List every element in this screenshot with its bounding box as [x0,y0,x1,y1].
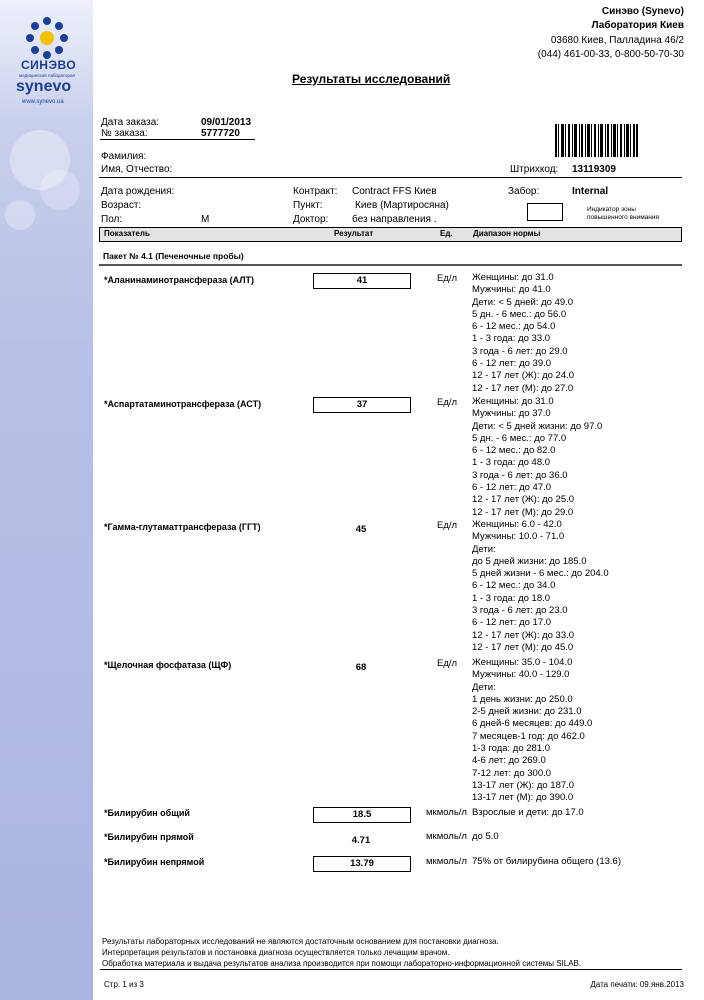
test-name: *Щелочная фосфатаза (ЩФ) [104,660,232,670]
footer-disclaimer-2: Интерпретация результатов и постановка диагноза осуществляется только лечащим врачом. [102,948,450,957]
test-unit: Ед/л [437,520,458,531]
results-table-header [99,227,682,242]
norm-line: 1 - 3 года: до 18.0 [472,592,551,604]
order-date-label: Дата заказа: [101,117,160,128]
norm-range [472,272,574,395]
norm-line: Мужчины: до 41.0 [472,284,551,296]
norm-line: Дети: < 5 дней: до 49.0 [472,296,574,308]
norm-line: 6 - 12 лет: до 17.0 [472,617,552,629]
norm-line: Взрослые и дети: до 17.0 [472,807,584,818]
norm-line: Дети: < 5 дней жизни: до 97.0 [472,420,603,432]
contract-label: Контракт: [293,186,338,197]
lab-address: 03680 Киев, Палладина 46/2 [550,35,684,46]
norm-line: 5 дней жизни - 6 мес.: до 204.0 [472,568,609,580]
barcode-icon [555,124,638,157]
norm-line: 7 месяцев-1 год: до 462.0 [472,730,585,742]
norm-line: Женщины: до 31.0 [472,396,554,407]
col-unit: Ед. [440,229,453,238]
footer-divider [100,969,682,970]
norm-line: 3 года - 6 лет: до 29.0 [472,345,568,357]
test-name: *Гамма-глутаматтрансфераза (ГГТ) [104,522,261,532]
result-value: 68 [355,662,367,673]
norm-line: 12 - 17 лет (М): до 29.0 [472,506,574,518]
norm-line: 7-12 лет: до 300.0 [472,767,552,779]
result-value: 45 [355,524,367,535]
birth-label: Дата рождения: [101,186,175,197]
sex-label: Пол: [101,214,123,225]
test-name: *Билирубин непрямой [104,857,205,867]
norm-line: 1 день жизни: до 250.0 [472,693,573,705]
norm-range [472,519,609,654]
norm-line: 13-17 лет (Ж): до 187.0 [472,779,575,791]
norm-line: до 5 дней жизни: до 185.0 [472,555,587,567]
decor-cell [5,200,35,230]
indicator-caption-1: Индикатор зоны [587,206,636,213]
decor-cell [40,170,80,210]
norm-line: Мужчины: 40.0 - 129.0 [472,669,570,681]
print-date: Дата печати: 09.янв.2013 [590,980,684,989]
test-unit: мкмоль/л [426,831,467,842]
point-value: Киев (Мартиросяна) [355,200,449,211]
lab-branch: Лаборатория Киев [591,20,684,31]
package-title: Пакет № 4.1 (Печеночные пробы) [103,251,244,261]
norm-line: 6 - 12 лет: до 47.0 [472,482,552,494]
norm-line: Мужчины: до 37.0 [472,408,551,420]
col-indicator: Показатель [104,229,150,238]
page-number: Стр. 1 из 3 [104,980,144,989]
norm-range [472,657,592,805]
order-number-label: № заказа: [101,128,148,139]
norm-line: Дети: [472,681,496,693]
norm-range [472,807,584,819]
norm-line: 6 дней-6 месяцев: до 449.0 [472,718,593,730]
sidebar-band [0,0,93,1000]
sampling-value: Internal [572,186,609,197]
norm-line: 12 - 17 лет (М): до 27.0 [472,382,574,394]
footer-disclaimer-1: Результаты лабораторных исследований не являются достаточным основанием для постановки диагноза. [102,937,499,946]
norm-line: 1 - 3 года: до 48.0 [472,457,551,469]
divider [99,177,682,178]
test-unit: мкмоль/л [426,856,467,867]
sampling-label: Забор: [508,186,540,197]
point-label: Пункт: [293,200,323,211]
brand-logo [8,14,86,124]
test-unit: Ед/л [437,397,458,408]
norm-line: 12 - 17 лет (Ж): до 24.0 [472,370,575,382]
norm-range [472,856,621,868]
norm-line: 1-3 года: до 281.0 [472,743,551,755]
test-name: *Аспартатаминотрансфераза (АСТ) [104,399,262,409]
test-name: *Билирубин общий [104,808,190,818]
norm-line: 6 - 12 мес.: до 54.0 [472,321,556,333]
norm-line: 2-5 дней жизни: до 231.0 [472,706,582,718]
result-box: 13.79 [313,856,411,872]
lab-phones: (044) 461-00-33, 0-800-50-70-30 [537,49,684,60]
test-name: *Билирубин прямой [104,832,194,842]
sun-logo-icon [8,14,86,64]
norm-line: Женщины: 6.0 - 42.0 [472,519,562,530]
norm-line: 4-6 лет: до 269.0 [472,755,546,767]
norm-range [472,396,602,519]
order-underline [100,139,255,140]
doctor-value: без направления . [352,214,437,225]
barcode-label: Штрихкод: [510,164,559,175]
test-unit: Ед/л [437,658,458,669]
norm-line: 6 - 12 мес.: до 34.0 [472,580,556,592]
norm-line: 75% от билирубина общего (13.6) [472,856,621,867]
test-name: *Аланинаминотрансфераза (АЛТ) [104,275,255,285]
sex-value: М [201,214,210,225]
norm-line: Женщины: до 31.0 [472,272,554,283]
col-result: Результат [334,229,374,238]
norm-line: 1 - 3 года: до 33.0 [472,333,551,345]
result-box: 37 [313,397,411,413]
contract-value: Contract FFS Киев [352,186,437,197]
package-divider [99,264,682,266]
norm-line: 3 года - 6 лет: до 36.0 [472,469,568,481]
test-unit: мкмоль/л [426,807,467,818]
norm-line: Женщины: 35.0 - 104.0 [472,657,573,668]
norm-line: 12 - 17 лет (Ж): до 25.0 [472,494,575,506]
brand-name-ru: СИНЭВО [21,58,77,72]
result-box: 18.5 [313,807,411,823]
brand-name-en: synevo [16,78,72,95]
indicator-caption-2: повышенного внимания [587,214,660,221]
result-box: 41 [313,273,411,289]
order-date-value: 09/01/2013 [201,117,252,128]
norm-line: 12 - 17 лет (Ж): до 33.0 [472,629,575,641]
norm-line: 13-17 лет (М): до 390.0 [472,792,574,804]
page-title: Результаты исследований [292,72,451,86]
norm-range [472,831,499,843]
norm-line: 5 дн. - 6 мес.: до 56.0 [472,308,567,320]
brand-url: www.synevo.ua [22,99,64,105]
norm-line: 3 года - 6 лет: до 23.0 [472,605,568,617]
attention-indicator-box [527,203,563,221]
brand-tagline: медицинская лаборатория [19,73,75,78]
norm-line: Дети: [472,543,496,555]
doctor-label: Доктор: [293,214,329,225]
norm-line: Мужчины: 10.0 - 71.0 [472,531,565,543]
footer-disclaimer-3: Обработка материала и выдача результатов анализа производится при помощи лабораторно-информационной системы SILAB. [102,959,582,968]
barcode-value: 13119309 [572,164,616,175]
test-unit: Ед/л [437,273,458,284]
norm-line: до 5.0 [472,831,499,842]
name-label: Имя, Отчество: [101,164,173,175]
surname-label: Фамилия: [101,151,147,162]
order-number-value: 5777720 [201,128,240,139]
col-range: Диапазон нормы [473,229,541,238]
norm-line: 12 - 17 лет (М): до 45.0 [472,641,574,653]
norm-line: 6 - 12 мес.: до 82.0 [472,445,556,457]
lab-name: Синэво (Synevo) [601,6,684,17]
age-label: Возраст: [101,200,142,211]
result-value: 4.71 [351,835,371,846]
norm-line: 6 - 12 лет: до 39.0 [472,358,552,370]
norm-line: 5 дн. - 6 мес.: до 77.0 [472,432,567,444]
